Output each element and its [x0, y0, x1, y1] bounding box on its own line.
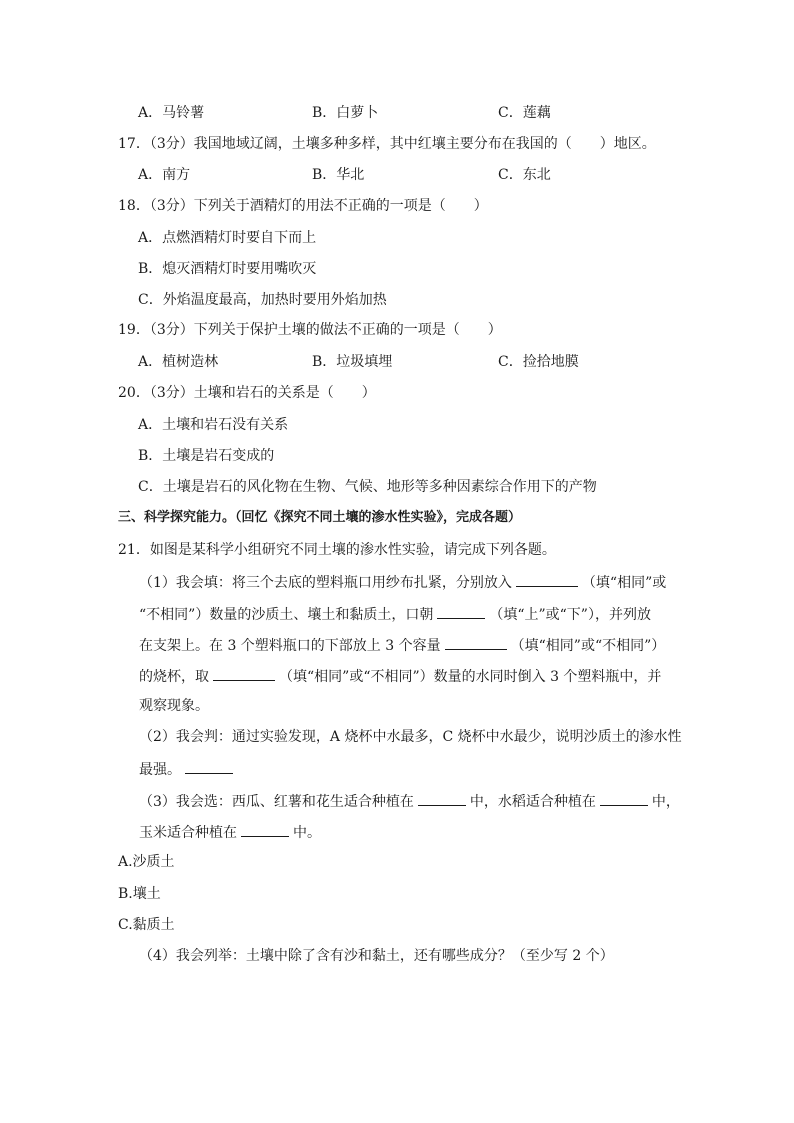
q21-choice-a: A.沙质土: [118, 854, 175, 870]
q19-option-c: C．捡拾地膜: [498, 354, 579, 370]
q21-part3-line1: [139, 790, 680, 812]
section-3-heading: 三、科学探究能力。（回忆《探究不同土壤的渗水性实验》，完成各题）: [118, 510, 522, 525]
q17-option-c: C．东北: [498, 167, 551, 183]
q16-option-b: B．白萝卜: [312, 105, 379, 121]
q20-option-b: B．土壤是岩石变成的: [138, 448, 275, 464]
q21-part3-text: 玉米适合种植在: [139, 825, 237, 841]
answer-blank[interactable]: [516, 571, 578, 587]
q21-part1-text: 的烧杯，取: [139, 669, 209, 685]
q21-choice-b: B.壤土: [118, 886, 161, 902]
q21-part2-line1: （2）我会判：通过实验发现，A 烧杯中水最多，C 烧杯中水最少，说明沙质土的渗水性: [139, 729, 682, 745]
q21-part1-line1: [139, 571, 666, 593]
q17-option-a: A．南方: [138, 167, 191, 183]
q20-option-c: C．土壤是岩石的风化物在生物、气候、地形等多种因素综合作用下的产物: [138, 479, 597, 495]
q20-option-a: A．土壤和岩石没有关系: [138, 417, 289, 433]
q19-option-b: B．垃圾填埋: [312, 354, 393, 370]
q21-part3-line2: [139, 821, 321, 843]
q16-option-a: A．马铃薯: [138, 105, 205, 121]
q21-part1-text: 在支架上。在 3 个塑料瓶口的下部放上 3 个容量: [139, 638, 441, 654]
q16-option-c: C．莲藕: [498, 105, 551, 121]
q21-stem: 21．如图是某科学小组研究不同土壤的渗水性实验，请完成下列各题。: [118, 542, 556, 558]
q17-stem: 17．（3分）我国地域辽阔，土壤多种多样，其中红壤主要分布在我国的（ ）地区。: [118, 136, 656, 152]
q21-part1-text: （填“相同”或“不相同”）数量的水同时倒入 3 个塑料瓶中，并: [279, 669, 662, 685]
answer-blank[interactable]: [445, 634, 507, 650]
q21-part1-text: （填“上”或“下”），并列放: [489, 607, 651, 623]
q18-option-b: B．熄灭酒精灯时要用嘴吹灭: [138, 261, 317, 277]
q21-part1-line2: [139, 603, 651, 625]
q21-part2-line2: [139, 758, 237, 780]
answer-blank[interactable]: [185, 758, 233, 774]
q18-option-a: A．点燃酒精灯时要自下而上: [138, 230, 317, 246]
q17-option-b: B．华北: [312, 167, 365, 183]
q21-part1-text: （填“相同”或: [581, 575, 667, 591]
q18-stem: 18．（3分）下列关于酒精灯的用法不正确的一项是（ ）: [118, 198, 488, 214]
q21-part1-line3: [139, 634, 665, 656]
q21-part1-text: （填“相同”或“不相同”）: [510, 638, 666, 654]
answer-blank[interactable]: [213, 665, 275, 681]
q21-part3-text: 中。: [293, 825, 321, 841]
answer-blank[interactable]: [241, 821, 289, 837]
q21-part1-text: “不相同”）数量的沙质土、壤土和黏质土，口朝: [139, 607, 434, 623]
q21-part3-text: 中，: [651, 794, 680, 810]
q19-stem: 19．（3分）下列关于保护土壤的做法不正确的一项是（ ）: [118, 322, 502, 338]
answer-blank[interactable]: [437, 603, 485, 619]
q21-part3-text: （3）我会选：西瓜、红薯和花生适合种植在: [139, 794, 414, 810]
q21-part4: （4）我会列举：土壤中除了含有沙和黏土，还有哪些成分？（至少写 2 个）: [139, 948, 614, 964]
q21-part1-text: （1）我会填：将三个去底的塑料瓶口用纱布扎紧，分别放入: [139, 575, 512, 591]
q21-part1-line5: 观察现象。: [139, 698, 209, 714]
answer-blank[interactable]: [600, 790, 648, 806]
q21-part3-text: 中，水稻适合种植在: [469, 794, 596, 810]
q19-option-a: A．植树造林: [138, 354, 219, 370]
answer-blank[interactable]: [418, 790, 466, 806]
q21-part1-line4: [139, 665, 661, 687]
q21-part2-text: 最强。: [139, 762, 181, 778]
q18-option-c: C．外焰温度最高，加热时要用外焰加热: [138, 292, 387, 308]
q21-choice-c: C.黏质土: [118, 917, 175, 933]
q20-stem: 20．（3分）土壤和岩石的关系是（ ）: [118, 385, 376, 401]
